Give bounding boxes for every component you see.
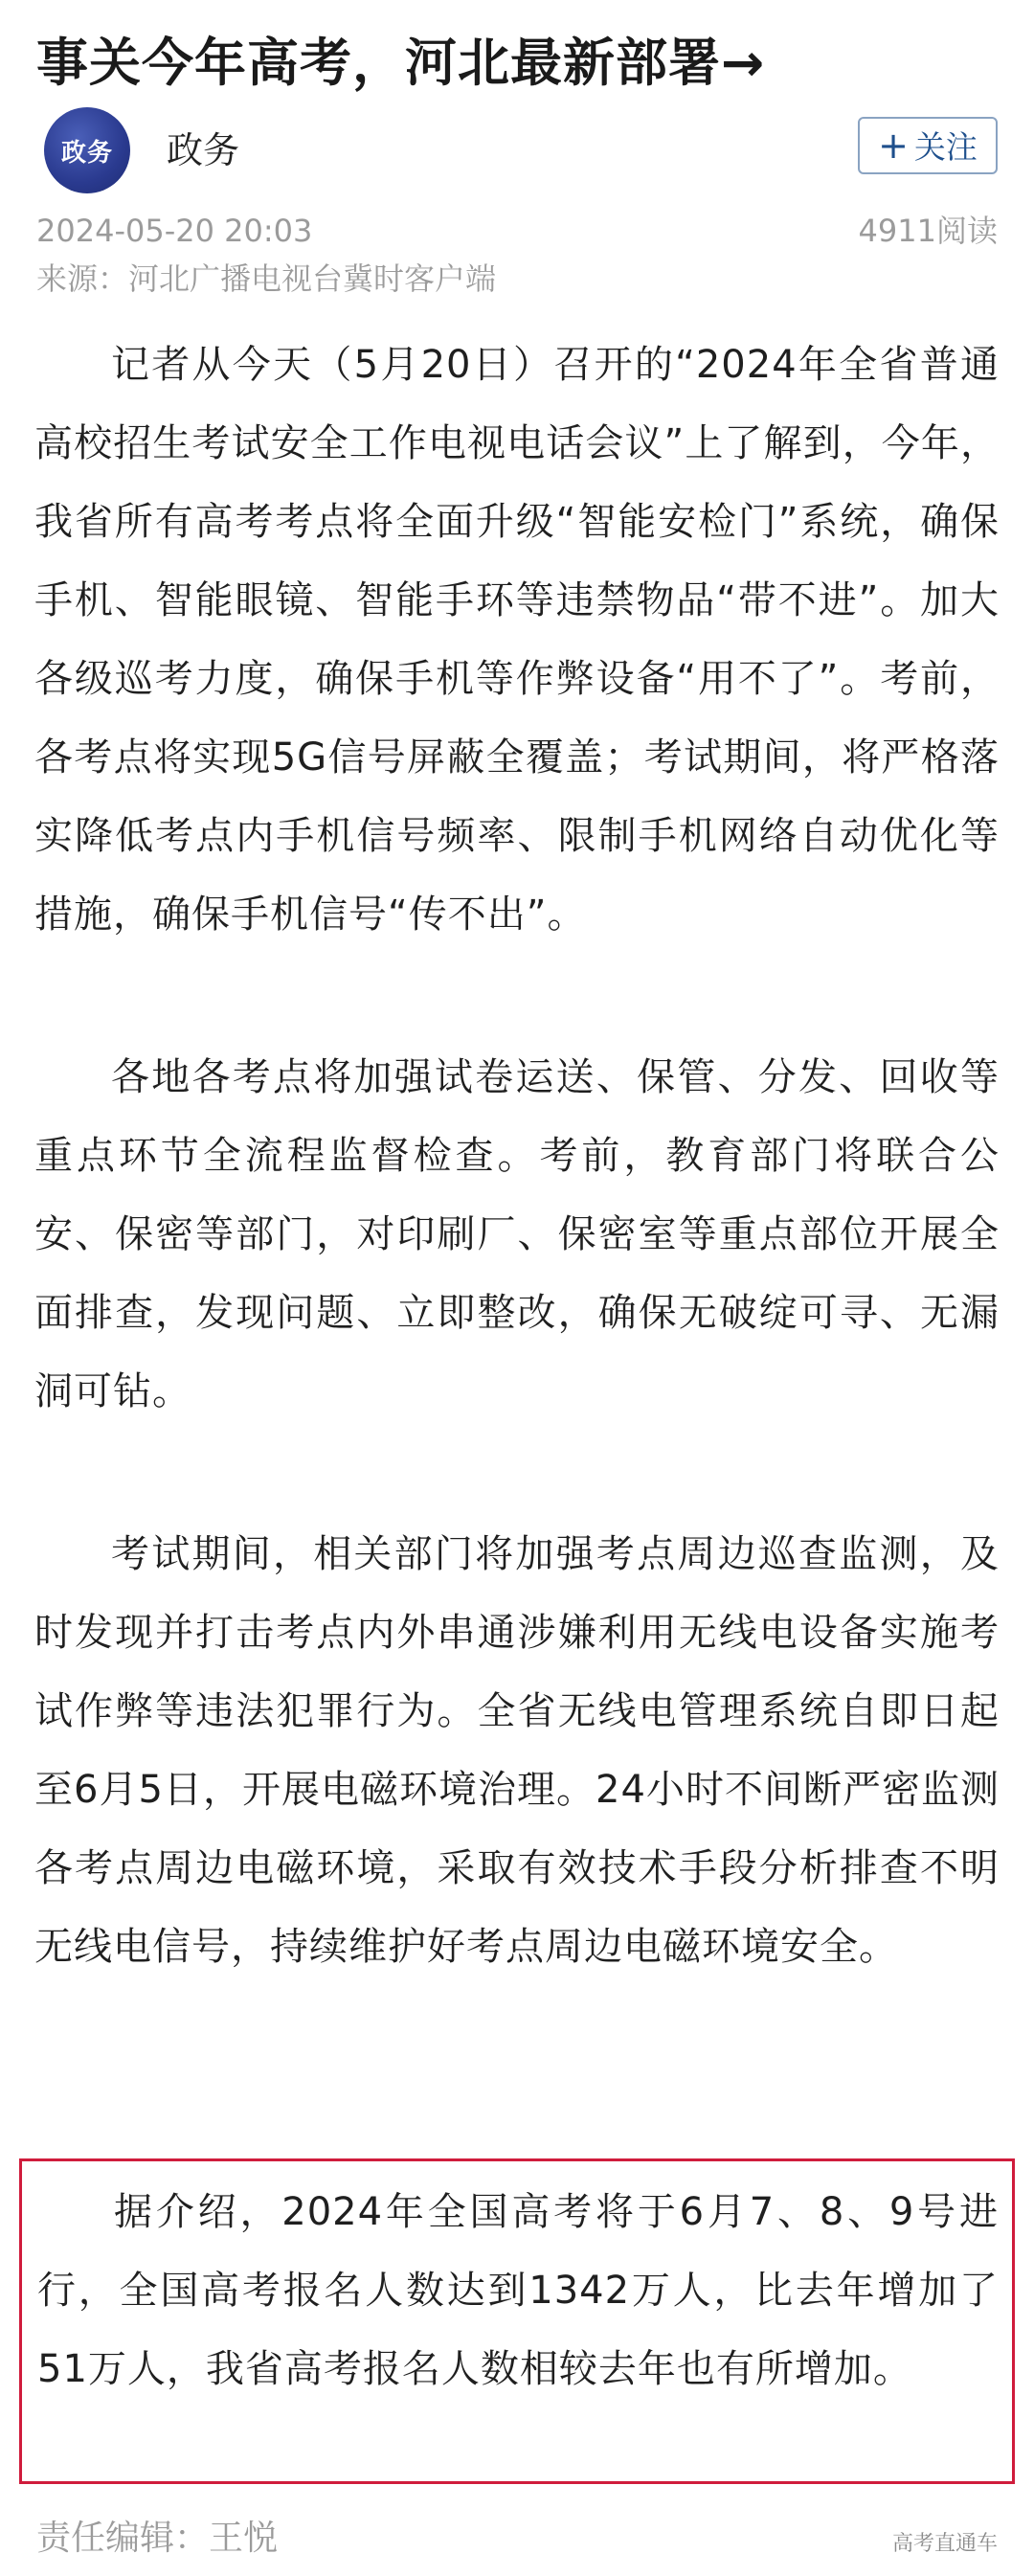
article-paragraph: 考试期间，相关部门将加强考点周边巡查监测，及时发现并打击考点内外串通涉嫌利用无线电设备实施考试作弊等违法犯罪行为。全省无线电管理系统自即日起至6月5日，开展电磁环境治理。24小时不间断严密监测各考点周边电磁环境，采取有效技术手段分析排查不明无线电信号，持续维护好考点周边电磁环境安全。 [34,1532,1000,1969]
article-paragraph: 记者从今天（5月20日）召开的“2024年全省普通高校招生考试安全工作电视电话会议”上了解到，今年，我省所有高考考点将全面升级“智能安检门”系统，确保手机、智能眼镜、智能手环等违禁物品“带不进”。加大各级巡考力度，确保手机等作弊设备“用不了”。考前，各考点将实现5G信号屏蔽全覆盖；考试期间，将严格落实降低考点内手机信号频率、限制手机网络自动优化等措施，确保手机信号“传不出”。 [34,343,1000,937]
article-paragraph: 各地各考点将加强试卷运送、保管、分发、回收等重点环节全流程监督检查。考前，教育部门将联合公安、保密等部门，对印刷厂、保密室等重点部位开展全面排查，发现问题、立即整改，确保无破绽可寻、无漏洞可钻。 [34,1055,1000,1413]
article-source: 来源：河北广播电视台冀时客户端 [36,260,497,297]
highlight-box [19,2158,1015,2484]
watermark: 高考直通车 [891,2532,998,2556]
author-avatar[interactable]: 政务 [44,107,130,193]
read-count: 4911阅读 [858,213,998,249]
plus-icon: + [878,124,909,167]
publish-datetime: 2024-05-20 20:03 [36,213,313,249]
article-footer [36,2511,998,2568]
article-body [34,326,1000,1986]
highlight-paragraph: 据介绍，2024年全国高考将于6月7、8、9号进行，全国高考报名人数达到1342万人，比去年增加了51万人，我省高考报名人数相较去年也有所增加。 [37,2190,999,2391]
author-row [36,107,998,199]
follow-button[interactable] [858,117,998,174]
article-title: 事关今年高考，河北最新部署→ [36,33,766,93]
article-meta [36,209,998,305]
author-name[interactable]: 政务 [167,129,240,171]
follow-label: 关注 [913,128,978,166]
responsible-editor: 责任编辑：王悦 [36,2519,279,2558]
